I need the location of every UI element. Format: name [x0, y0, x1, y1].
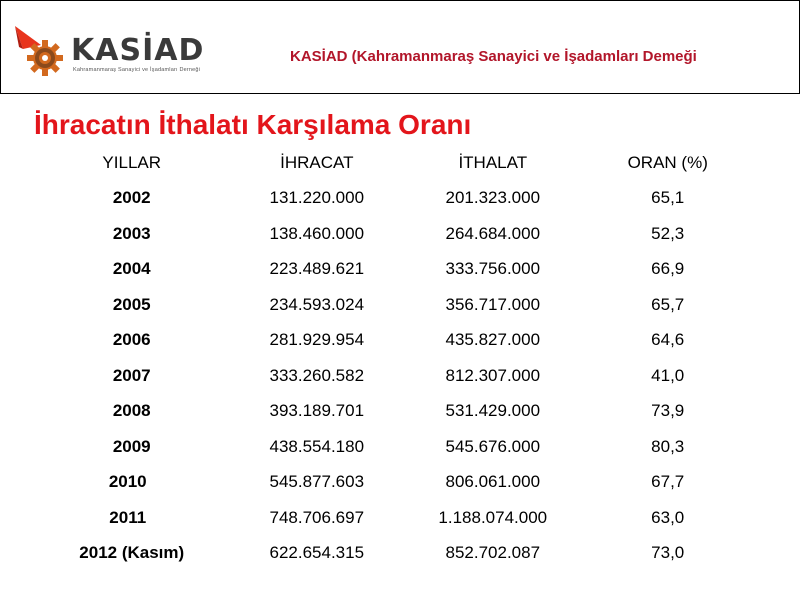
table-row [40, 323, 760, 359]
year-cell: 2005 [112, 294, 151, 314]
year-cell: 2009 [112, 436, 151, 456]
import-cell: 333.756.000 [445, 259, 541, 279]
logo-wordmark: KASİAD [71, 33, 205, 68]
table-row [40, 394, 760, 430]
header-title: KASİAD (Kahramanmaraş Sanayici ve İşadamları Demeği [290, 48, 697, 65]
export-cell: 333.260.582 [269, 365, 365, 385]
import-cell: 201.323.000 [445, 188, 541, 208]
table-row [40, 287, 760, 323]
year-cell: 2012 (Kasım) [79, 543, 185, 563]
gear-flag-icon [13, 21, 73, 79]
table-row [40, 358, 760, 394]
table-row [40, 429, 760, 465]
column-header-import: İTHALAT [458, 152, 528, 172]
table-row [40, 500, 760, 536]
slide-header [0, 0, 800, 94]
import-cell: 545.676.000 [445, 436, 541, 456]
table-row [40, 181, 760, 217]
year-cell [40, 500, 223, 536]
column-header-ratio: ORAN (%) [627, 152, 708, 172]
table-row [40, 252, 760, 288]
column-header-years: YILLAR [102, 152, 162, 172]
ratio-cell: 67,7 [651, 472, 685, 492]
ratio-cell: 66,9 [651, 259, 685, 279]
logo-subtitle: Kahramanmaraş Sanayici ve İşadamları Derneği [73, 67, 201, 73]
import-cell: 812.307.000 [445, 365, 541, 385]
ratio-cell: 41,0 [651, 365, 685, 385]
ratio-cell: 80,3 [651, 436, 685, 456]
slide-title: İhracatın İthalatı Karşılama Oranı [34, 109, 472, 140]
import-cell: 435.827.000 [445, 330, 541, 350]
export-cell: 131.220.000 [269, 188, 365, 208]
import-cell: 356.717.000 [445, 294, 541, 314]
year-cell: 2006 [112, 330, 151, 350]
ratio-cell: 65,1 [651, 188, 685, 208]
kasiad-logo [13, 21, 228, 79]
column-header-export: İHRACAT [280, 152, 354, 172]
ratio-cell: 52,3 [651, 223, 685, 243]
year-cell: 2002 [112, 188, 151, 208]
ratio-cell: 73,0 [651, 543, 685, 563]
table-row [40, 216, 760, 252]
year-label: 2010 [108, 472, 147, 492]
import-cell: 852.702.087 [445, 543, 541, 563]
export-cell: 281.929.954 [269, 330, 365, 350]
export-cell: 234.593.024 [269, 294, 365, 314]
table-header-row [40, 145, 760, 181]
year-cell: 2004 [112, 259, 151, 279]
ratio-cell: 65,7 [651, 294, 685, 314]
import-cell: 264.684.000 [445, 223, 541, 243]
export-cell: 622.654.315 [269, 543, 365, 563]
year-label: 2011 [109, 507, 147, 527]
import-cell: 806.061.000 [445, 472, 541, 492]
export-cell: 545.877.603 [269, 472, 365, 492]
export-cell: 138.460.000 [269, 223, 365, 243]
export-cell: 438.554.180 [269, 436, 365, 456]
table-row [40, 465, 760, 501]
year-cell: 2003 [112, 223, 151, 243]
table-row [40, 536, 760, 572]
export-cell: 748.706.697 [269, 507, 365, 527]
year-cell: 2008 [112, 401, 151, 421]
import-cell: 531.429.000 [445, 401, 541, 421]
export-cell: 223.489.621 [269, 259, 365, 279]
year-cell: 2007 [112, 365, 151, 385]
import-cell: 1.188.074.000 [438, 507, 548, 527]
ratio-cell: 63,0 [651, 507, 685, 527]
export-cell: 393.189.701 [269, 401, 365, 421]
trade-coverage-table [40, 145, 760, 571]
year-cell [40, 465, 223, 501]
ratio-cell: 73,9 [651, 401, 685, 421]
ratio-cell: 64,6 [651, 330, 685, 350]
